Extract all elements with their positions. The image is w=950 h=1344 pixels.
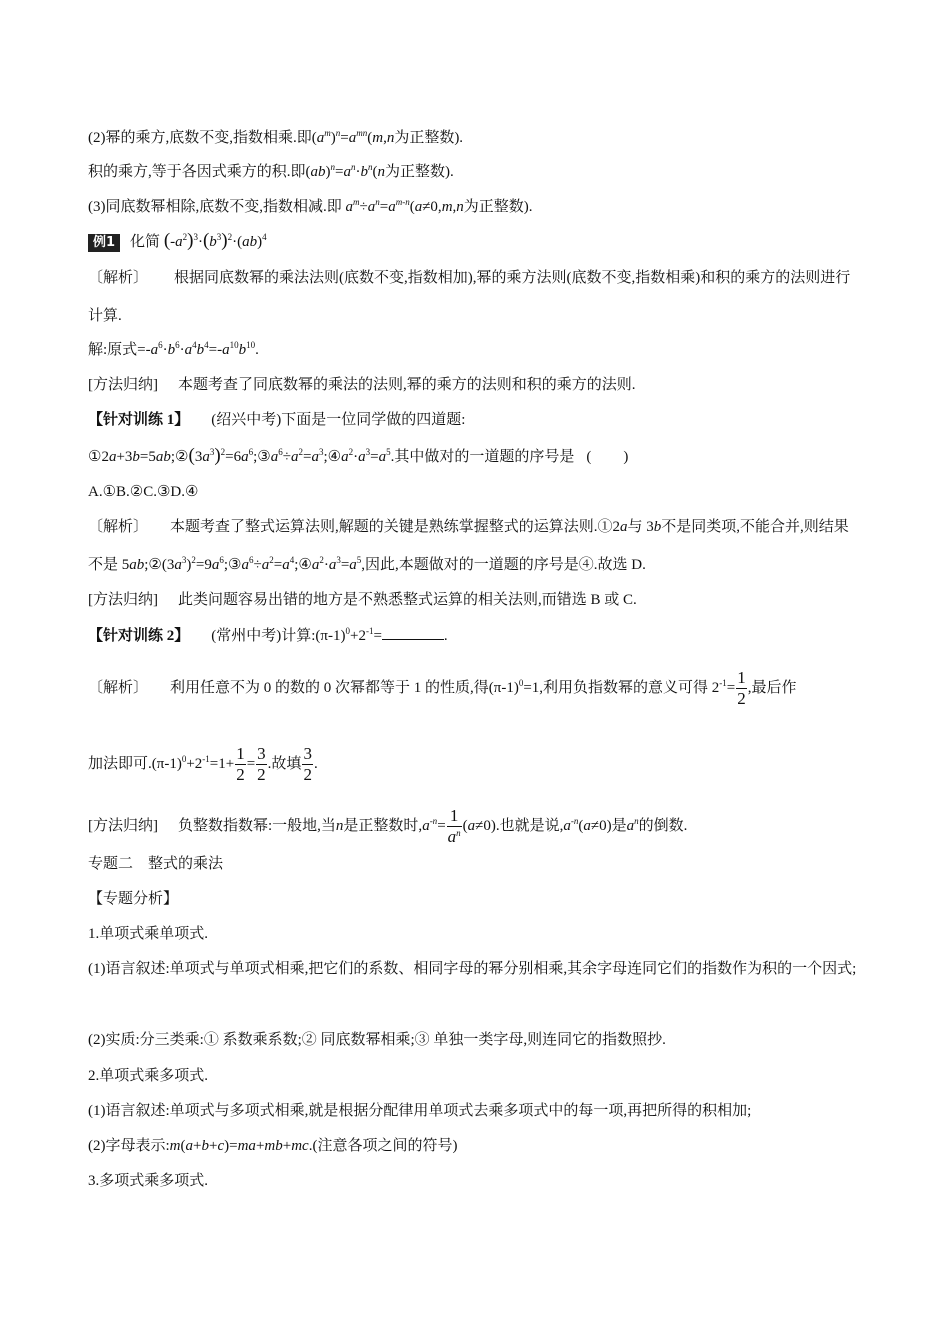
text: (2)字母表示: [88, 1138, 170, 1154]
method-summary-2 [88, 590, 637, 610]
var: b [167, 342, 176, 358]
exp: -1 [719, 677, 727, 688]
text: ;② [170, 449, 189, 465]
var: ma [237, 1138, 256, 1154]
power-of-power-rule [88, 128, 463, 148]
text: (2)幂的乘方,底数不变,指数相乘.即( [88, 130, 317, 146]
text: = [373, 628, 382, 644]
section-1-title [88, 924, 208, 944]
text: 本题考查了同底数幂的乘法的法则,幂的乘方的法则和积的乘方的法则. [178, 377, 636, 393]
text: ,因此,本题做对的一道题的序号是④.故选 D. [361, 557, 646, 573]
exp: n [367, 162, 373, 172]
var: ab [129, 557, 145, 573]
var: b [196, 342, 205, 358]
text: =6 [225, 449, 242, 465]
denominator: 2 [303, 765, 312, 784]
text: 化简 [130, 234, 161, 250]
text: ÷ [253, 557, 262, 573]
options-text: A.①B.②C.③D.④ [88, 484, 199, 500]
exp: 6 [248, 555, 254, 565]
text: +2 [186, 755, 203, 772]
var: n [335, 817, 344, 834]
training-1-question [88, 446, 628, 467]
text: ;②(3 [144, 557, 175, 573]
exp: 6 [175, 340, 180, 350]
text: = [303, 449, 312, 465]
exp: 0 [518, 677, 524, 688]
exp: 4 [204, 340, 209, 350]
text: ) [187, 230, 194, 251]
method-tag: [方法归纳] [88, 377, 158, 393]
training-1-options [88, 482, 198, 502]
exp: 3 [318, 447, 324, 457]
text: = [370, 449, 379, 465]
topic-2-heading [88, 854, 223, 874]
var: a [467, 817, 476, 834]
var: a [414, 199, 423, 215]
var: a [316, 130, 325, 146]
text: (1)语言叙述:单项式与多项式相乘,就是根据分配律用单项式去乘多项式中的每一项,再把所得的积相加; [88, 1103, 752, 1119]
exp: -n [429, 815, 438, 826]
text: 为正整数). [384, 164, 454, 180]
var: mb [264, 1138, 283, 1154]
var: a [261, 557, 270, 573]
var: b [360, 164, 368, 180]
answer-blank [382, 625, 444, 640]
text: ) [257, 234, 263, 250]
text: =9 [195, 557, 212, 573]
example-1 [88, 231, 267, 252]
text: = [379, 199, 389, 215]
text: 2.单项式乘多项式. [88, 1068, 209, 1084]
exp: 2 [348, 447, 354, 457]
text: ;③ [253, 449, 271, 465]
var: a [311, 557, 320, 573]
text: )= [224, 1138, 238, 1154]
training-tag: 【针对训练 2】 [88, 628, 190, 644]
exp: n [634, 815, 639, 826]
text: ÷ [359, 199, 368, 215]
numerator: 3 [303, 744, 312, 763]
numerator: 1 [447, 806, 462, 827]
var: c [217, 1138, 225, 1154]
text: 1.单项式乘单项式. [88, 926, 209, 942]
power-of-product-rule [88, 162, 454, 182]
exp: 0 [345, 626, 350, 636]
var: a [222, 342, 230, 358]
analysis-2 [88, 508, 863, 584]
text: 3 [194, 449, 203, 465]
text: (3)同底数幂相除,底数不变,指数相减.即 [88, 199, 346, 215]
var: a [241, 557, 249, 573]
fraction-one-half [235, 744, 246, 785]
text: 与 3 [627, 519, 654, 535]
var: a [563, 817, 571, 834]
exp: n [350, 162, 356, 172]
var: a [341, 449, 349, 465]
text: ;④ [294, 557, 312, 573]
text: =5 [139, 449, 156, 465]
text: = [335, 164, 344, 180]
text: ≠0)是 [590, 817, 627, 834]
text: .其中做对的一道题的序号是 [390, 449, 575, 465]
var: a [349, 557, 357, 573]
analysis-tag: 〔解析〕 [88, 270, 149, 286]
text: ( [462, 817, 468, 834]
var: n [377, 164, 385, 180]
topic-analysis-heading [88, 889, 178, 909]
text: ) [221, 230, 228, 251]
var: a [447, 827, 457, 846]
var: a [328, 557, 337, 573]
text: =1+ [209, 755, 235, 772]
text: 此类问题容易出错的地方是不熟悉整式运算的相关法则,而错选 B 或 C. [178, 592, 637, 608]
fraction-three-half [256, 744, 267, 785]
var: n [456, 199, 464, 215]
section-3-title [88, 1171, 208, 1191]
denominator: 2 [737, 689, 746, 708]
example-badge: 例1 [88, 234, 120, 252]
text: . [255, 342, 259, 358]
text: (绍兴中考)下面是一位同学做的四道题: [211, 412, 466, 428]
method-tag: [方法归纳] [88, 592, 158, 608]
heading: 专题二 整式的乘法 [88, 856, 224, 872]
var: a [202, 449, 210, 465]
var: b [653, 519, 662, 535]
exp: 3 [193, 232, 198, 242]
var: a [311, 449, 319, 465]
text: +3 [116, 449, 133, 465]
text: · [162, 342, 168, 358]
var: m [372, 130, 384, 146]
text: · [353, 449, 359, 465]
text: = [340, 557, 350, 573]
exp: n [375, 197, 380, 207]
exp: 0 [181, 753, 187, 764]
exp: m [324, 128, 331, 138]
text: ÷ [282, 449, 291, 465]
var: a [620, 519, 628, 535]
exp: m-n [395, 197, 410, 207]
section-1-essence [88, 1030, 666, 1050]
text: (1)语言叙述:单项式与单项式相乘,把它们的系数、相同字母的幂分别相乘,其余字母连同它们的指数作为积的一个因式; [88, 961, 857, 977]
section-1-desc [88, 950, 863, 988]
exp: 6 [219, 555, 224, 565]
text: ( [180, 1138, 186, 1154]
fraction-one-half [736, 668, 747, 709]
denominator: 2 [236, 765, 245, 784]
analysis-3-cont [88, 744, 318, 785]
text: + [255, 1138, 265, 1154]
var: a [175, 234, 183, 250]
exp: 2 [182, 232, 188, 242]
method-summary-1 [88, 375, 636, 395]
var: a [185, 1138, 194, 1154]
text: .(注意各项之间的符号) [308, 1138, 458, 1154]
exp: 3 [209, 447, 215, 457]
text: 根据同底数幂的乘法法则(底数不变,指数相加),幂的乘方法则(底数不变,指数相乘)和积的乘方的法则进行计算. [88, 270, 851, 324]
exp: 3 [365, 447, 371, 457]
text: 为正整数). [394, 130, 464, 146]
text: =1,利用负指数幂的意义可得 2 [523, 679, 720, 696]
var: b [132, 449, 140, 465]
training-2 [88, 625, 448, 646]
text: ≠0, [422, 199, 442, 215]
var: b [238, 342, 247, 358]
exp: n [456, 828, 461, 838]
var: a [270, 449, 279, 465]
analysis-3 [88, 668, 797, 709]
exp: 6 [278, 447, 283, 457]
section-2-title [88, 1066, 208, 1086]
var: ab [242, 234, 258, 250]
text: ;③ [223, 557, 242, 573]
exp: -1 [365, 626, 374, 636]
var: a [282, 557, 290, 573]
var: a [184, 342, 193, 358]
numerator: 1 [737, 668, 746, 687]
text: 本题考查了整式运算法则,解题的关键是熟练掌握整式的运算法则.①2 [170, 519, 621, 535]
var: a [343, 164, 351, 180]
var: a [583, 817, 591, 834]
exp: 4 [262, 232, 267, 242]
text: , [383, 130, 387, 146]
quotient-rule [88, 197, 533, 217]
text: =- [208, 342, 223, 358]
var: a [358, 449, 366, 465]
analysis-tag: 〔解析〕 [88, 679, 149, 696]
var: n [386, 130, 395, 146]
exp: 2 [191, 555, 196, 565]
exp: -1 [202, 753, 210, 764]
text: 是正整数时, [343, 817, 423, 834]
var: a [367, 199, 376, 215]
solution-1 [88, 340, 259, 360]
text: · [232, 234, 238, 250]
text: + [282, 1138, 292, 1154]
exp: 2 [298, 447, 303, 457]
var: a [422, 817, 430, 834]
exp: 10 [229, 340, 239, 350]
exp: 2 [319, 555, 324, 565]
section-2-formula: (2)字母表示:m(a+b+c)=ma+mb+mc.(注意各项之间的符号) [88, 1138, 458, 1154]
var: mc [291, 1138, 309, 1154]
text: (常州中考)计算:(π-1) [211, 628, 346, 644]
text: = [726, 679, 736, 696]
exp: 3 [336, 555, 341, 565]
var: a [345, 199, 353, 215]
text: (2)实质:分三类乘:① 系数乘系数;② 同底数幂相乘;③ 单独一类字母,则连同它的指数照抄. [88, 1032, 666, 1048]
text: ;④ [323, 449, 342, 465]
text: . [313, 755, 318, 772]
text: ) [330, 130, 336, 146]
text: ( [409, 199, 415, 215]
exp: 4 [192, 340, 197, 350]
text: · [197, 234, 203, 250]
var: a [108, 449, 117, 465]
var: b [201, 1138, 209, 1154]
exp: 6 [158, 340, 163, 350]
training-tag: 【针对训练 1】 [88, 412, 190, 428]
text: , [452, 199, 457, 215]
var: a [241, 449, 249, 465]
exp: 6 [248, 447, 254, 457]
exp: m [353, 197, 360, 207]
exp: 5 [356, 555, 362, 565]
text: ( [188, 445, 195, 466]
exp: 10 [246, 340, 256, 350]
exp: 2 [220, 447, 226, 457]
text: = [246, 755, 256, 772]
text: 加法即可.(π-1) [88, 755, 182, 772]
var: a [348, 130, 357, 146]
exp: 2 [227, 232, 233, 242]
text: ( [237, 234, 243, 250]
text: ) [214, 445, 221, 466]
text: ( [163, 230, 171, 251]
exp: 3 [216, 232, 222, 242]
var: ab [155, 449, 171, 465]
text: ) [186, 557, 192, 573]
training-1-title [88, 410, 465, 430]
fraction-one-over-a-n [447, 806, 462, 847]
exp: mn [356, 128, 368, 138]
text: 解:原式=- [88, 342, 151, 358]
text: ,最后作 [747, 679, 797, 696]
method-tag: [方法归纳] [88, 817, 158, 834]
analysis-1 [88, 259, 863, 335]
exp: 5 [386, 447, 391, 457]
text: = [273, 557, 283, 573]
denominator [447, 827, 462, 847]
text: = [340, 130, 349, 146]
text: ①2 [88, 449, 109, 465]
var: a [378, 449, 387, 465]
text: 负整数指数幂:一般地,当 [178, 817, 336, 834]
answer-paren-close: ) [623, 449, 629, 465]
exp: 4 [289, 555, 295, 565]
text: 积的乘方,等于各因式乘方的积.即( [88, 164, 311, 180]
text: . [443, 628, 448, 644]
text: - [170, 234, 176, 250]
text: ( [202, 230, 210, 251]
text: ≠0).也就是说, [475, 817, 564, 834]
var: m [441, 199, 453, 215]
numerator: 1 [236, 744, 245, 763]
answer-paren-open: ( [586, 449, 592, 465]
text: · [323, 557, 329, 573]
exp: 2 [269, 555, 274, 565]
text: 的倒数. [638, 817, 688, 834]
text: = [437, 817, 446, 834]
exp: n [330, 162, 335, 172]
var: m [169, 1138, 181, 1154]
numerator: 3 [257, 744, 266, 763]
var: a [626, 817, 635, 834]
text: 利用任意不为 0 的数的 0 次幂都等于 1 的性质,得(π-1) [170, 679, 519, 696]
analysis-tag: 〔解析〕 [88, 519, 149, 535]
var: a [388, 199, 396, 215]
var: b [209, 234, 217, 250]
denominator: 2 [257, 765, 266, 784]
var: a [291, 449, 299, 465]
text: 不是同类项,不能合并,则结果不是 5 [88, 519, 849, 573]
var: a [211, 557, 220, 573]
text: · [179, 342, 185, 358]
exp: -n [570, 815, 579, 826]
fraction-three-half [302, 744, 313, 785]
text: +2 [349, 628, 366, 644]
text: · [355, 164, 361, 180]
section-2-desc [88, 1101, 751, 1121]
heading: 【专题分析】 [88, 891, 179, 907]
text: ( [578, 817, 584, 834]
exp: 3 [181, 555, 187, 565]
text: 为正整数). [463, 199, 533, 215]
text: 3.多项式乘多项式. [88, 1173, 209, 1189]
var: ab [310, 164, 326, 180]
text: .故填 [267, 755, 302, 772]
var: a [150, 342, 159, 358]
var: a [174, 557, 182, 573]
text: ) [325, 164, 331, 180]
exp: n [335, 128, 341, 138]
text: ( [372, 164, 378, 180]
text: ( [367, 130, 373, 146]
method-summary-3 [88, 806, 687, 847]
